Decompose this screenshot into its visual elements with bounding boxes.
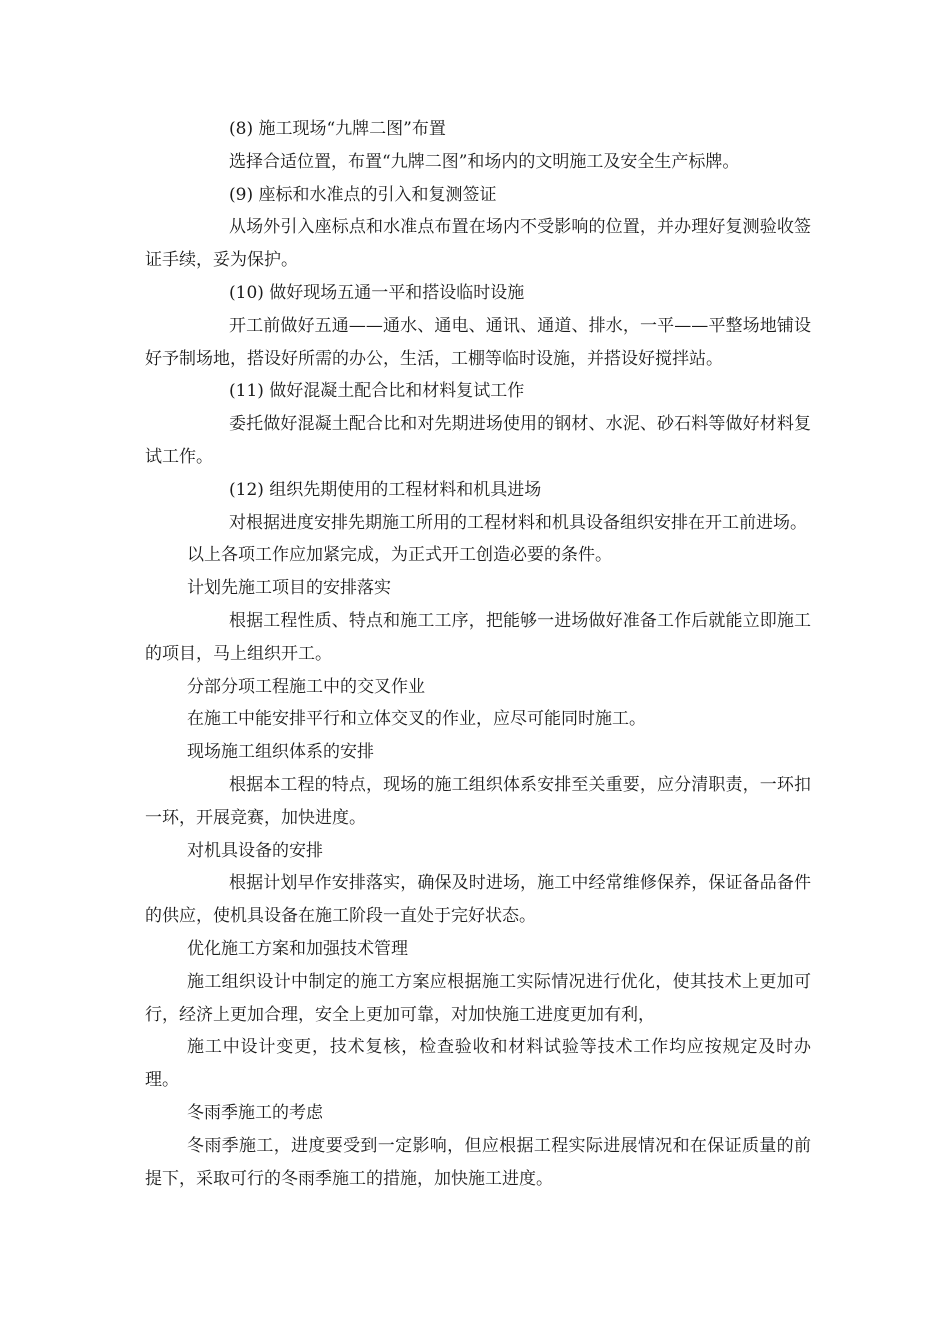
- item-8-heading: (8) 施工现场“九牌二图”布置: [229, 119, 446, 139]
- section-text-winter-rain: 冬雨季施工，进度要受到一定影响，但应根据工程实际进展情况和在保证质量的前提下，采取可行的冬雨季施工的措施，加快施工进度。: [145, 1135, 811, 1189]
- item-10-text: 开工前做好五通——通水、通电、通讯、通道、排水，一平——平整场地铺设好予制场地，搭设好所需的办公，生活，工棚等临时设施，并搭设好搅拌站。: [145, 315, 811, 369]
- section-heading-optimization: 优化施工方案和加强技术管理: [187, 938, 408, 959]
- item-12-text: 对根据进度安排先期施工所用的工程材料和机具设备组织安排在开工前进场。: [229, 512, 807, 533]
- item-8-text: 选择合适位置，布置“九牌二图”和场内的文明施工及安全生产标牌。: [229, 151, 740, 172]
- item-9-text: 从场外引入座标点和水准点布置在场内不受影响的位置，并办理好复测验收签证手续，妥为保护。: [145, 217, 811, 271]
- section-heading-cross-work: 分部分项工程施工中的交叉作业: [187, 676, 425, 697]
- section-heading-winter-rain: 冬雨季施工的考虑: [187, 1102, 323, 1123]
- section-text-optimization-1: 施工组织设计中制定的施工方案应根据施工实际情况进行优化，使其技术上更加可行，经济上更加合理，安全上更加可靠，对加快施工进度更加有利，: [145, 971, 811, 1025]
- section-heading-organization: 现场施工组织体系的安排: [187, 742, 374, 763]
- section-text-equipment: 根据计划早作安排落实，确保及时进场，施工中经常维修保养，保证备品备件的供应，使机具设备在施工阶段一直处于完好状态。: [145, 873, 811, 927]
- section-text-optimization-2: 施工中设计变更，技术复核，检查验收和材料试验等技术工作均应按规定及时办理。: [145, 1037, 811, 1091]
- section-text-priority-items: 根据工程性质、特点和施工工序，把能够一进场做好准备工作后就能立即施工的项目，马上组织开工。: [145, 610, 811, 664]
- section-heading-priority-items: 计划先施工项目的安排落实: [187, 578, 391, 599]
- section-text-organization: 根据本工程的特点，现场的施工组织体系安排至关重要，应分清职责，一环扣一环，开展竞赛，加快进度。: [145, 774, 811, 828]
- section-text-cross-work: 在施工中能安排平行和立体交叉的作业，应尽可能同时施工。: [187, 709, 646, 730]
- item-11-heading: (11) 做好混凝土配合比和材料复试工作: [229, 381, 525, 402]
- item-10-heading: (10) 做好现场五通一平和搭设临时设施: [229, 282, 525, 303]
- document-body: [145, 113, 811, 1195]
- item-11-text: 委托做好混凝土配合比和对先期进场使用的钢材、水泥、砂石料等做好材料复试工作。: [145, 414, 811, 467]
- summary-text: 以上各项工作应加紧完成，为正式开工创造必要的条件。: [187, 545, 612, 566]
- section-heading-equipment: 对机具设备的安排: [187, 840, 323, 861]
- item-9-heading: (9) 座标和水准点的引入和复测签证: [229, 184, 497, 205]
- item-12-heading: (12) 组织先期使用的工程材料和机具进场: [229, 479, 542, 500]
